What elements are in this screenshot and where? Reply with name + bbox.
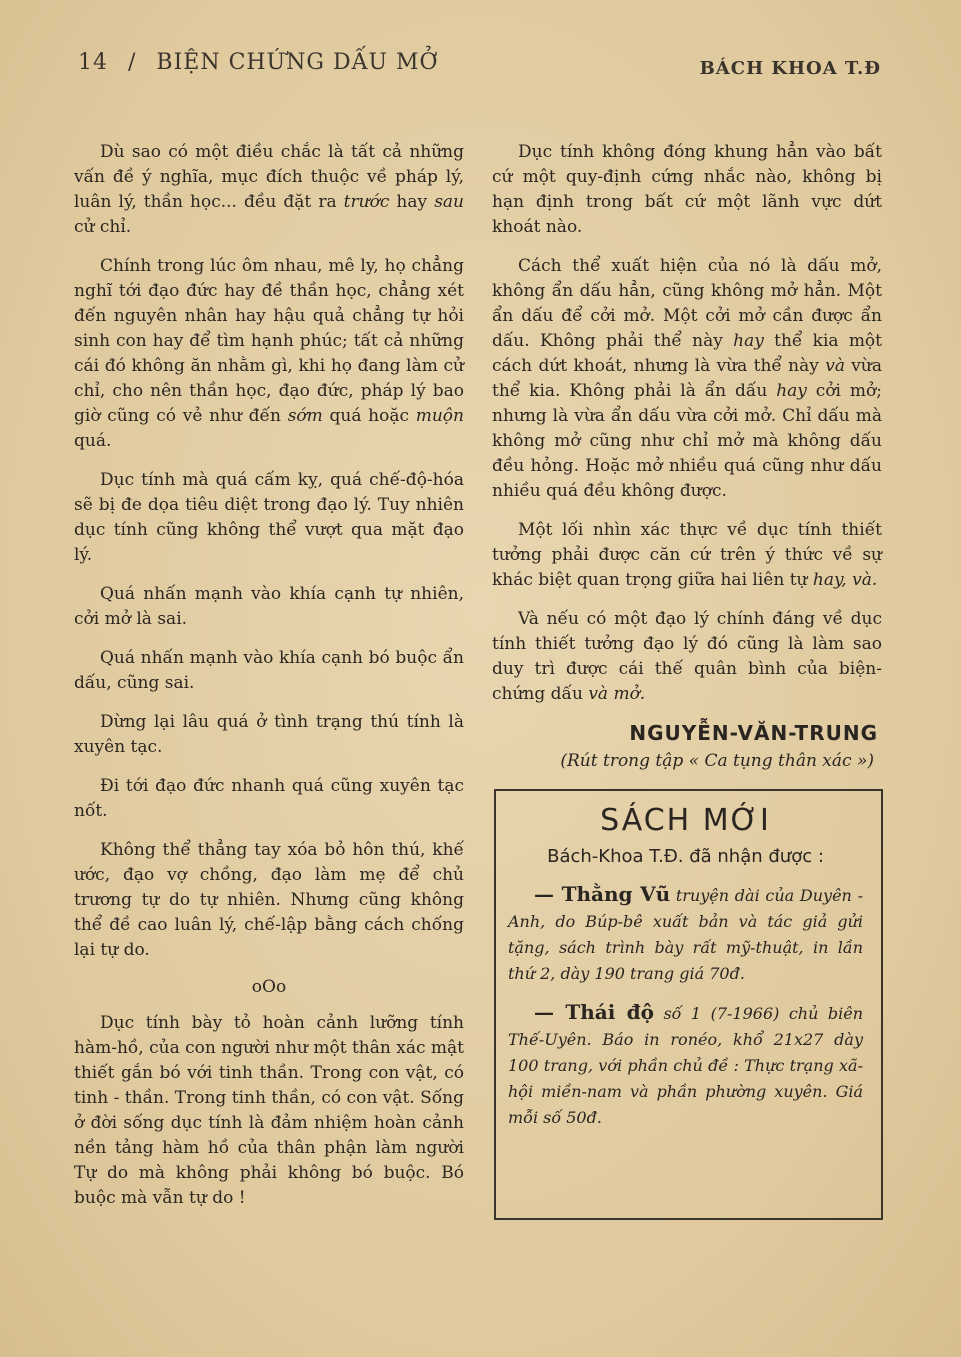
box-subtitle: Bách-Khoa T.Đ. đã nhận được : — [547, 846, 824, 867]
box-title: SÁCH MỚI — [600, 803, 771, 838]
author-name: NGUYỄN-VĂN-TRUNG — [629, 721, 878, 745]
magazine-name: BÁCH KHOA T.Đ — [699, 58, 881, 79]
paragraph: Dừng lại lâu quá ở tình trạng thú tính là xuyên tạc. — [74, 712, 464, 757]
book-entry: — Thái độ số 1 (7-1966) chủ biên Thế-Uyên. Báo in ronéo, khổ 21x27 dày 100 trang, với phần chủ đề : Thực trạng xã-hội miền-nam và phần phường xuyên. Giá mỗi số 50đ. — [508, 1000, 863, 1127]
article-title: BIỆN CHỨNG DẤU MỞ — [156, 50, 439, 75]
paragraph: Một lối nhìn xác thực về dục tính thiết tưởng phải được căn cứ trên ý thức về sự khác biệt quan trọng giữa hai liên tự hay, và. — [492, 520, 882, 590]
paragraph: Dục tính bày tỏ hoàn cảnh lưỡng tính hàm-hồ, của con người như một thân xác mật thiết gắn bó với tinh thần. Trong con vật, có tinh - thần. Trong tinh thần, có con vật. Sống ở đời sống dục tính là đảm nhiệm hoàn cảnh nền tảng hàm hồ của thân phận làm người Tự do mà không phải không bó buộc. Bó buộc mà vẫn tự do ! — [74, 1013, 464, 1208]
source-citation: (Rút trong tập « Ca tụng thân xác ») — [560, 751, 874, 771]
header-left — [78, 50, 439, 75]
paragraph: Dục tính không đóng khung hẳn vào bất cứ một quy-định cứng nhắc nào, không bị hạn định trong bất cứ một lãnh vực dứt khoát nào. — [492, 142, 882, 237]
paragraph: Đi tới đạo đức nhanh quá cũng xuyên tạc nốt. — [74, 776, 464, 821]
paragraph: Dục tính mà quá cấm kỵ, quá chế-độ-hóa sẽ bị đe dọa tiêu diệt trong đạo lý. Tuy nhiên dục tính cũng không thể vượt qua mặt đạo lý. — [74, 470, 464, 565]
paragraph: Và nếu có một đạo lý chính đáng về dục tính thiết tưởng đạo lý đó cũng là làm sao duy trì được cái thế quân bình của biện-chứng dấu và mở. — [492, 609, 882, 704]
paragraph: Quá nhấn mạnh vào khía cạnh tự nhiên, cởi mở là sai. — [74, 584, 464, 629]
paragraph: Cách thể xuất hiện của nó là dấu mở, không ẩn dấu hẳn, cũng không mở hẳn. Một ẩn dấu để cởi mở. Một cởi mở cần được ẩn dấu. Không phải thể này hay thể kia một cách dứt khoát, nhưng là vừa thể này và vừa thể kia. Không phải là ẩn dấu hay cởi mở; nhưng là vừa ẩn dấu vừa cởi mở. Chỉ dấu mà không mở cũng như chỉ mở mà không dấu đều hỏng. Hoặc mở nhiều quá cũng như dấu nhiều quá đều không được. — [492, 256, 883, 501]
section-divider: oOo — [251, 977, 287, 997]
paragraph: Quá nhấn mạnh vào khía cạnh bó buộc ẩn dấu, cũng sai. — [74, 648, 464, 693]
paragraph: Chính trong lúc ôm nhau, mê ly, họ chẳng nghĩ tới đạo đức hay đề thần học, chẳng xét đến nguyên nhân hay hậu quả chẳng tự hỏi sinh con hay để tìm hạnh phúc; tất cả những cái đó không ăn nhằm gì, khi họ đang làm cử chỉ, cho nên thần học, đạo đức, pháp lý bao giờ cũng có vẻ như đến sớm quá hoặc muộn quá. — [74, 256, 464, 451]
book-entry: — Thằng Vũ truyện dài của Duyên - Anh, do Búp-bê xuất bản và tác giả gửi tặng, sách trình bày rất mỹ-thuật, in lần thứ 2, dày 190 trang giá 70đ. — [508, 882, 863, 983]
header-separator: / — [128, 50, 137, 75]
page-number: 14 — [78, 50, 108, 75]
left-column — [74, 140, 464, 1225]
paragraph: Không thể thẳng tay xóa bỏ hôn thú, khế ước, đạo vợ chồng, đạo làm mẹ để chủ trương tự do tự nhiên. Nhưng cũng không thể đề cao luân lý, chế-lập bằng cách chống lại tự do. — [74, 840, 464, 960]
right-column — [492, 140, 882, 1220]
page-header — [78, 50, 881, 84]
new-books-box — [494, 789, 883, 1220]
paragraph: Dù sao có một điều chắc là tất cả những vấn đề ý nghĩa, mục đích thuộc về pháp lý, luân lý, thần học... đều đặt ra trước hay sau cử chỉ. — [74, 142, 464, 237]
